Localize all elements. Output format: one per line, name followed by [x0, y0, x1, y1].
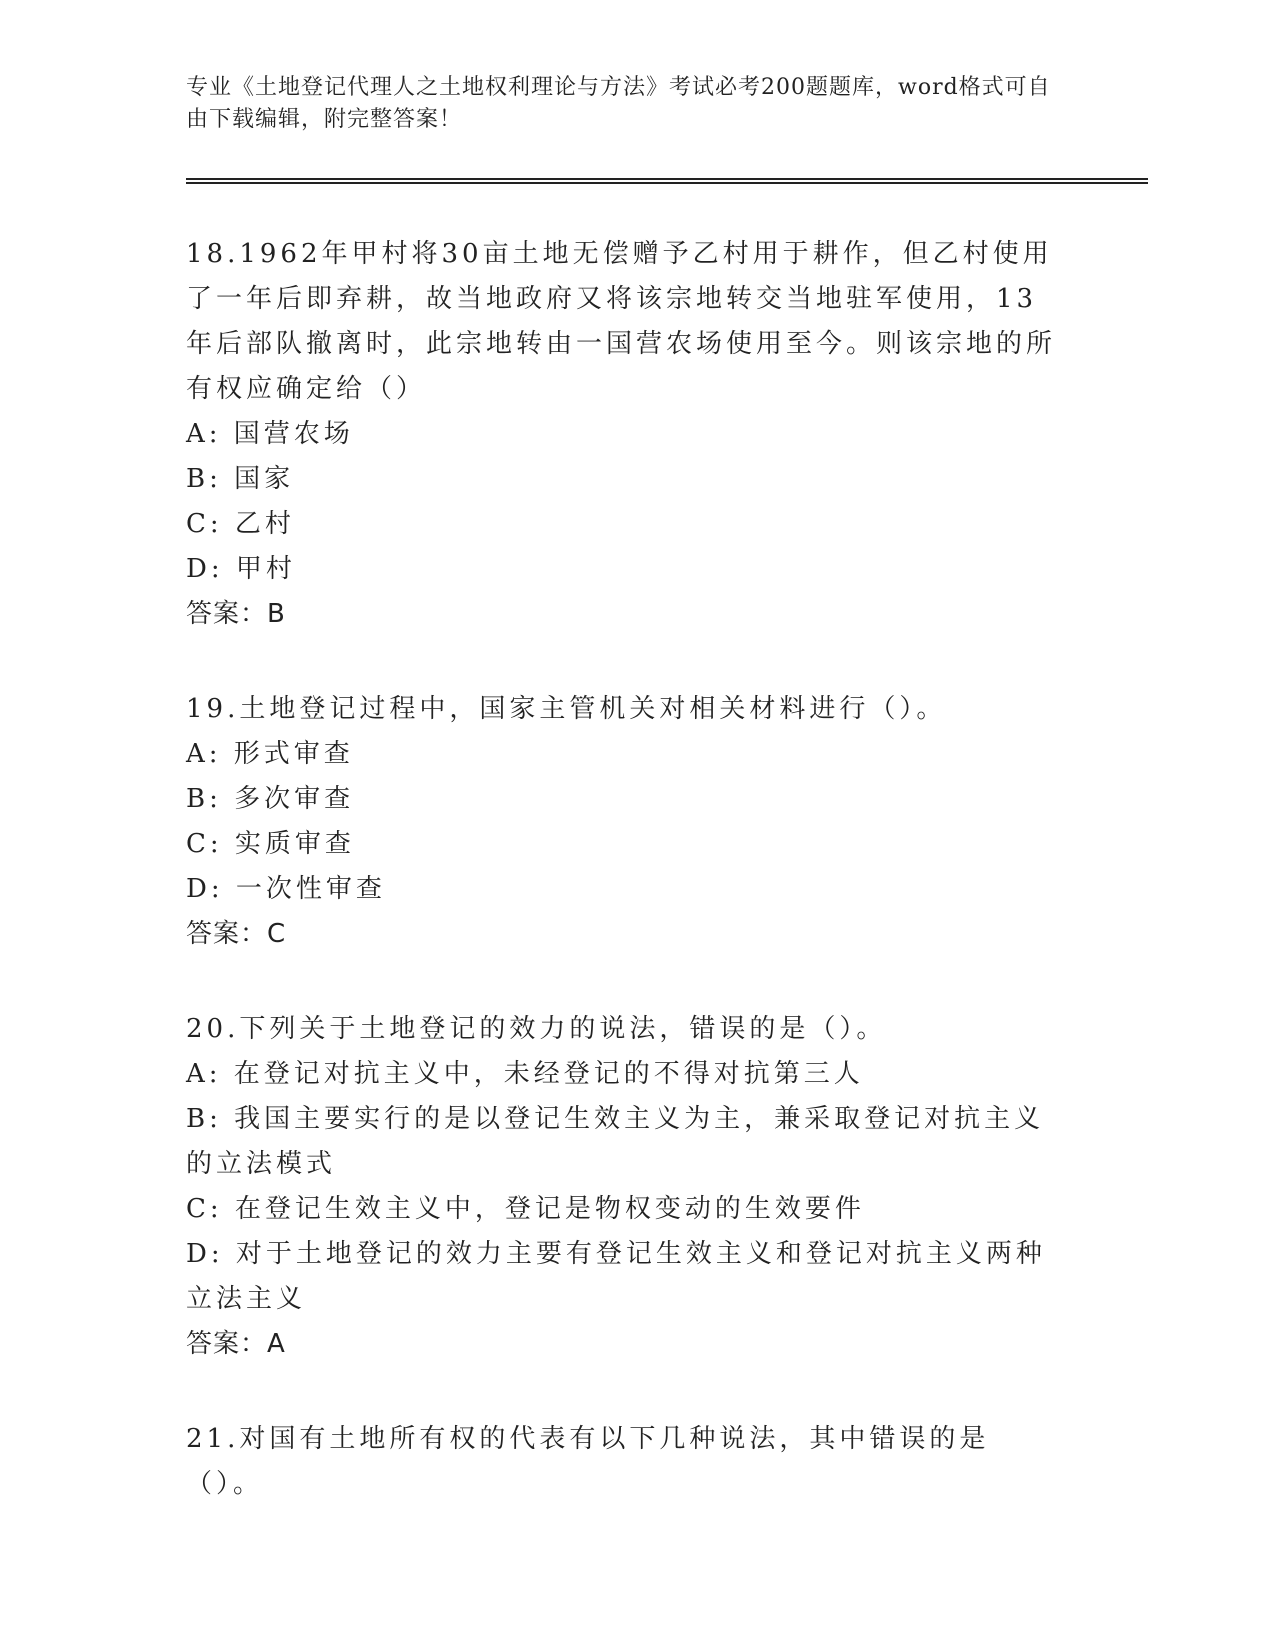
document-header: 专业《土地登记代理人之土地权利理论与方法》考试必考200题题库，word格式可自由下载编辑，附完整答案！: [186, 75, 1051, 132]
option-b: B: 国家: [186, 464, 295, 494]
question-21: [186, 1417, 1066, 1507]
question-stem: 20.下列关于土地登记的效力的说法，错误的是（）。: [186, 1014, 887, 1044]
question-stem: 19.土地登记过程中，国家主管机关对相关材料进行（）。: [186, 694, 947, 724]
option-d: D: 甲村: [186, 554, 296, 584]
question-stem: 18.1962年甲村将30亩土地无偿赠予乙村用于耕作，但乙村使用了一年后即弃耕，故当地政府又将该宗地转交当地驻军使用，13年后部队撤离时，此宗地转由一国营农场使用至今。则该宗地的所有权应确定给（）: [186, 239, 1057, 404]
option-b: B: 多次审查: [186, 784, 355, 814]
option-a: A: 国营农场: [186, 419, 354, 449]
answer: 答案：C: [186, 919, 287, 949]
question-stem: 21.对国有土地所有权的代表有以下几种说法，其中错误的是（）。: [186, 1424, 990, 1499]
option-d: D: 对于土地登记的效力主要有登记生效主义和登记对抗主义两种立法主义: [186, 1239, 1046, 1314]
option-d: D: 一次性审查: [186, 874, 386, 904]
option-c: C: 乙村: [186, 509, 295, 539]
header-divider: [186, 178, 1148, 184]
answer: 答案：B: [186, 599, 286, 629]
question-list: [186, 232, 1066, 1557]
question-18: [186, 232, 1066, 637]
option-a: A: 形式审查: [186, 739, 354, 769]
option-c: C: 实质审查: [186, 829, 355, 859]
question-19: [186, 687, 1066, 957]
option-b: B: 我国主要实行的是以登记生效主义为主，兼采取登记对抗主义的立法模式: [186, 1104, 1045, 1179]
answer: 答案：A: [186, 1329, 286, 1359]
option-a: A: 在登记对抗主义中，未经登记的不得对抗第三人: [186, 1059, 864, 1089]
question-20: [186, 1007, 1066, 1367]
option-c: C: 在登记生效主义中，登记是物权变动的生效要件: [186, 1194, 865, 1224]
